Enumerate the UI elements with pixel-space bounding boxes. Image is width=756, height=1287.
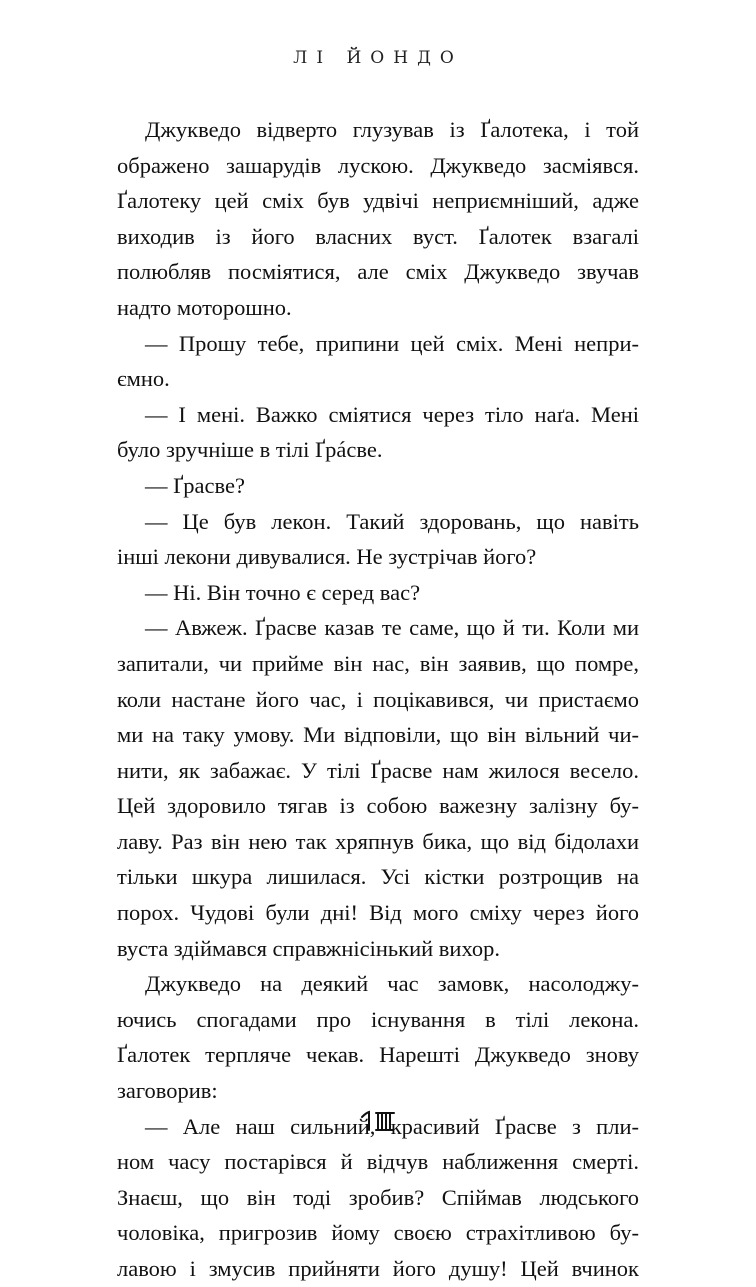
text-line: — І мені. Важко сміятися через тіло наґа. Мені (145, 401, 639, 427)
text-line: — Прошу тебе, припини цей сміх. Мені непри- (145, 330, 639, 356)
text-line: — Авжеж. Ґрасве казав те саме, що й ти. Коли ми (145, 615, 639, 641)
text-line: було зручніше в тілі Ґрáсве. (117, 437, 383, 463)
text-line: вуста здіймався справжнісінький вихор. (117, 935, 500, 961)
text-line: — Це був лекон. Такий здоровань, що навіть (145, 508, 639, 534)
text-line: ображено зашарудів лускою. Джукведо засміявся. (117, 152, 639, 178)
text-line: надто моторошно. (117, 294, 292, 320)
text-line: чоловіка, пригрозив йому своєю страхітливою бу- (117, 1220, 639, 1246)
page-number-glyph-icon (358, 1108, 398, 1134)
text-line: ючись спогадами про існування в тілі лекона. (117, 1006, 639, 1032)
text-line: лавою і змусив прийняти його душу! Цей вчинок (117, 1256, 639, 1281)
text-line: — Ґрасве? (145, 472, 245, 498)
text-line: коли настане його час, і поцікавився, чи пристаємо (117, 686, 639, 712)
text-line: — Але наш сильний, красивий Ґрасве з пли- (145, 1113, 639, 1139)
text-line: — Ні. Він точно є серед вас? (145, 579, 421, 605)
text-line: нити, як забажає. У тілі Ґрасве нам жилося весело. (117, 757, 639, 783)
text-line: Ґалотеку цей сміх був удвічі неприємніший, адже (117, 188, 639, 214)
running-head: ЛІ ЙОНДО (293, 48, 463, 68)
text-line: Джукведо відверто глузував із Ґалотека, і той (145, 117, 639, 142)
text-line: тільки шкура лишилася. Усі кістки розтрощив на (117, 864, 639, 890)
text-line: ном часу постарівся й відчув наближення смерті. (117, 1149, 639, 1175)
text-line: лаву. Раз він нею так хряпнув бика, що від бідолахи (117, 828, 639, 854)
text-line: Цей здоровило тягав із собою важезну залізну бу- (117, 793, 639, 819)
text-line: Джукведо на деякий час замовк, насолоджу- (145, 971, 639, 997)
text-line: запитали, чи прийме він нас, він заявив, що помре, (117, 650, 639, 676)
text-line: полюбляв посміятися, але сміх Джукведо звучав (117, 259, 639, 285)
text-line: заговорив: (117, 1078, 218, 1104)
text-line: порох. Чудові були дні! Від мого сміху через його (117, 900, 639, 926)
text-line: виходив із його власних вуст. Ґалотек взагалі (117, 223, 639, 249)
page-number (0, 1108, 756, 1139)
text-line: Знаєш, що він тоді зробив? Спіймав людського (117, 1184, 639, 1210)
text-line: ємно. (117, 366, 170, 392)
text-line: інші лекони дивувалися. Не зустрічав його? (117, 544, 537, 570)
text-line: ми на таку умову. Ми відповіли, що він вільний чи- (117, 722, 639, 748)
text-line: Ґалотек терпляче чекав. Нарешті Джукведо знову (117, 1042, 639, 1068)
